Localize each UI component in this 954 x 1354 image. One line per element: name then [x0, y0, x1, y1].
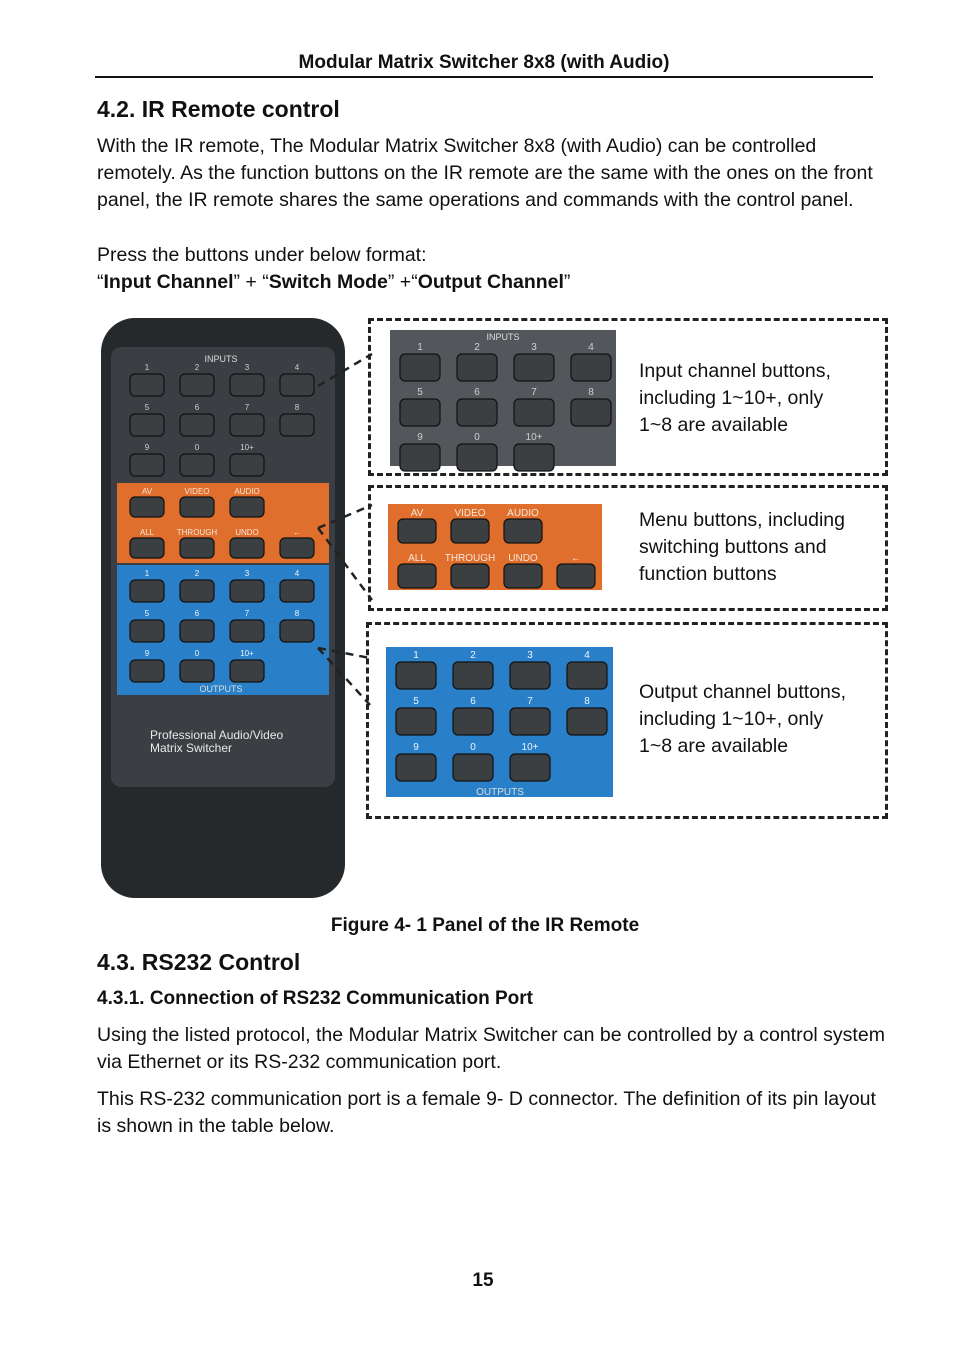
format-switch-mode: Switch Mode — [268, 271, 388, 293]
remote-output-key-label: 2 — [194, 569, 200, 578]
callout-menu-line3: function buttons — [639, 563, 777, 585]
remote-input-key-label: 5 — [144, 403, 150, 412]
remote-output-key-label: 6 — [194, 609, 200, 618]
inset-input-key-label: 8 — [588, 387, 594, 398]
inset-input-key-label: 2 — [474, 342, 480, 353]
remote-menu-key-label: VIDEO — [184, 487, 210, 496]
callout-input-line3: 1~8 are available — [639, 414, 789, 436]
inset-output-key-label: 1 — [413, 650, 419, 661]
format-input-channel: Input Channel — [103, 271, 234, 293]
remote-input-key — [130, 374, 164, 396]
inset-output-key-label: 3 — [527, 650, 533, 661]
remote-output-key-label: 1 — [144, 569, 150, 578]
callout-menu-line2: switching buttons and — [639, 536, 827, 558]
remote-output-key — [280, 580, 314, 602]
remote-output-key-label: 5 — [144, 609, 150, 618]
remote-input-key — [130, 414, 164, 436]
remote-menu-key-label: ← — [293, 528, 301, 537]
inset-input-key-label: 0 — [474, 432, 480, 443]
remote-menu-key — [280, 538, 314, 558]
remote-output-key-label: 3 — [244, 569, 250, 578]
inset-input-key-label: 4 — [588, 342, 594, 353]
inset-output-key-label: 8 — [584, 696, 590, 707]
remote-input-key-label: 2 — [194, 363, 200, 372]
remote-input-key-label: 8 — [294, 403, 300, 412]
remote-output-key-label: 9 — [144, 649, 150, 658]
callout-text-menu — [639, 507, 845, 588]
callout-menu-line1: Menu buttons, including — [639, 509, 845, 531]
inset-inputs-label: INPUTS — [486, 332, 520, 342]
remote-output-key — [230, 580, 264, 602]
remote-menu-key — [230, 497, 264, 517]
inset-input-key-label: 9 — [417, 432, 423, 443]
inset-menu-key-label: UNDO — [508, 553, 538, 564]
remote-input-key — [230, 454, 264, 476]
remote-input-key-label: 10+ — [240, 443, 254, 452]
remote-output-key-label: 7 — [244, 609, 250, 618]
section-heading-rs232: 4.3. RS232 Control — [97, 949, 301, 975]
callout-output-line2: including 1~10+, only — [639, 708, 824, 730]
inset-output-key-label: 10+ — [521, 742, 539, 753]
callout-output-line3: 1~8 are available — [639, 735, 789, 757]
inset-menu-key-label: ← — [571, 553, 581, 564]
inset-output-key-label: 2 — [470, 650, 476, 661]
inset-input-key-label: 5 — [417, 387, 423, 398]
inset-input-key-label: 10+ — [525, 432, 543, 443]
format-output-channel: Output Channel — [417, 271, 564, 293]
paragraph-ir-intro: With the IR remote, The Modular Matrix Switcher 8x8 (with Audio) can be controlled remotely. As the function buttons on the IR remote are the same with the ones on the front panel, the IR remote shares the same operations and commands with the control panel. — [97, 135, 873, 211]
remote-output-key-label: 10+ — [240, 649, 254, 658]
remote-input-key-label: 0 — [194, 443, 200, 452]
remote-input-key-label: 6 — [194, 403, 200, 412]
remote-input-key-label: 9 — [144, 443, 150, 452]
format-plus-1: ” + “ — [233, 271, 269, 293]
remote-menu-key-label: THROUGH — [176, 528, 218, 537]
paragraph-rs232-connector: This RS-232 communication port is a female 9- D connector. The definition of its pin layout is shown in the table below. — [97, 1088, 876, 1137]
remote-input-key-label: 3 — [244, 363, 250, 372]
paragraph-rs232-protocol: Using the listed protocol, the Modular Matrix Switcher can be controlled by a control system via Ethernet or its RS-232 communication port. — [97, 1024, 885, 1073]
inset-menu-key-label: THROUGH — [444, 553, 496, 564]
inset-menu-key-label: AUDIO — [507, 508, 539, 519]
remote-output-key — [130, 620, 164, 642]
remote-input-key-label: 4 — [294, 363, 300, 372]
paragraph-press-format: Press the buttons under below format: — [97, 244, 427, 266]
inset-output-key-label: 9 — [413, 742, 419, 753]
inset-menu-key-label: AV — [410, 508, 424, 519]
remote-input-key — [280, 414, 314, 436]
remote-output-key — [180, 620, 214, 642]
section-heading-ir-remote: 4.2. IR Remote control — [97, 96, 340, 122]
inset-output-key-label: 7 — [527, 696, 533, 707]
remote-output-key — [130, 660, 164, 682]
inset-input-key-label: 7 — [531, 387, 537, 398]
figure-caption: Figure 4- 1 Panel of the IR Remote — [330, 915, 640, 936]
remote-menu-key-label: AV — [141, 487, 153, 496]
callout-text-output — [639, 679, 846, 760]
inset-output-key-label: 0 — [470, 742, 476, 753]
remote-output-key-label: 0 — [194, 649, 200, 658]
remote-input-key — [280, 374, 314, 396]
remote-input-key — [180, 374, 214, 396]
callout-text-input — [639, 358, 831, 439]
remote-output-key — [130, 580, 164, 602]
inset-menu-key-label: ALL — [408, 553, 426, 564]
inset-outputs-label: OUTPUTS — [476, 787, 524, 798]
remote-menu-key-label: AUDIO — [234, 487, 260, 496]
remote-menu-key — [230, 538, 264, 558]
format-plus-2: ” +“ — [387, 271, 418, 293]
remote-output-key-label: 4 — [294, 569, 300, 578]
remote-menu-key — [180, 538, 214, 558]
remote-input-key — [180, 414, 214, 436]
remote-input-key — [130, 454, 164, 476]
remote-output-key — [230, 660, 264, 682]
remote-inputs-label: INPUTS — [204, 354, 238, 364]
running-header: Modular Matrix Switcher 8x8 (with Audio) — [298, 52, 670, 73]
remote-output-key — [280, 620, 314, 642]
inset-output-key-label: 4 — [584, 650, 590, 661]
page-number: 15 — [472, 1270, 494, 1291]
inset-input-key-label: 1 — [417, 342, 423, 353]
remote-outputs-label: OUTPUTS — [199, 684, 243, 694]
remote-output-key — [230, 620, 264, 642]
remote-brand-line1: Professional Audio/Video — [150, 728, 284, 742]
remote-input-key — [180, 454, 214, 476]
format-quote-close: ” — [563, 271, 571, 293]
remote-output-key-label: 8 — [294, 609, 300, 618]
remote-input-key — [230, 414, 264, 436]
remote-output-key — [180, 580, 214, 602]
inset-input-key-label: 6 — [474, 387, 480, 398]
callout-output-line1: Output channel buttons, — [639, 681, 847, 703]
inset-output-key-label: 5 — [413, 696, 419, 707]
remote-output-key — [180, 660, 214, 682]
inset-output-key-label: 6 — [470, 696, 476, 707]
callout-input-line2: including 1~10+, only — [639, 387, 824, 409]
remote-input-key-label: 1 — [144, 363, 150, 372]
remote-input-key — [230, 374, 264, 396]
inset-input-key-label: 3 — [531, 342, 537, 353]
remote-brand-line2: Matrix Switcher — [150, 741, 233, 755]
remote-menu-key — [130, 538, 164, 558]
inset-menu-key-label: VIDEO — [454, 508, 486, 519]
format-quote-open: “ — [97, 271, 104, 293]
remote-menu-key-label: ALL — [139, 528, 155, 537]
remote-menu-key — [180, 497, 214, 517]
remote-menu-key-label: UNDO — [235, 528, 259, 537]
remote-menu-key — [130, 497, 164, 517]
subsection-heading-rs232-port: 4.3.1. Connection of RS232 Communication Port — [97, 988, 534, 1009]
callout-input-line1: Input channel buttons, — [639, 360, 831, 382]
remote-input-key-label: 7 — [244, 403, 250, 412]
